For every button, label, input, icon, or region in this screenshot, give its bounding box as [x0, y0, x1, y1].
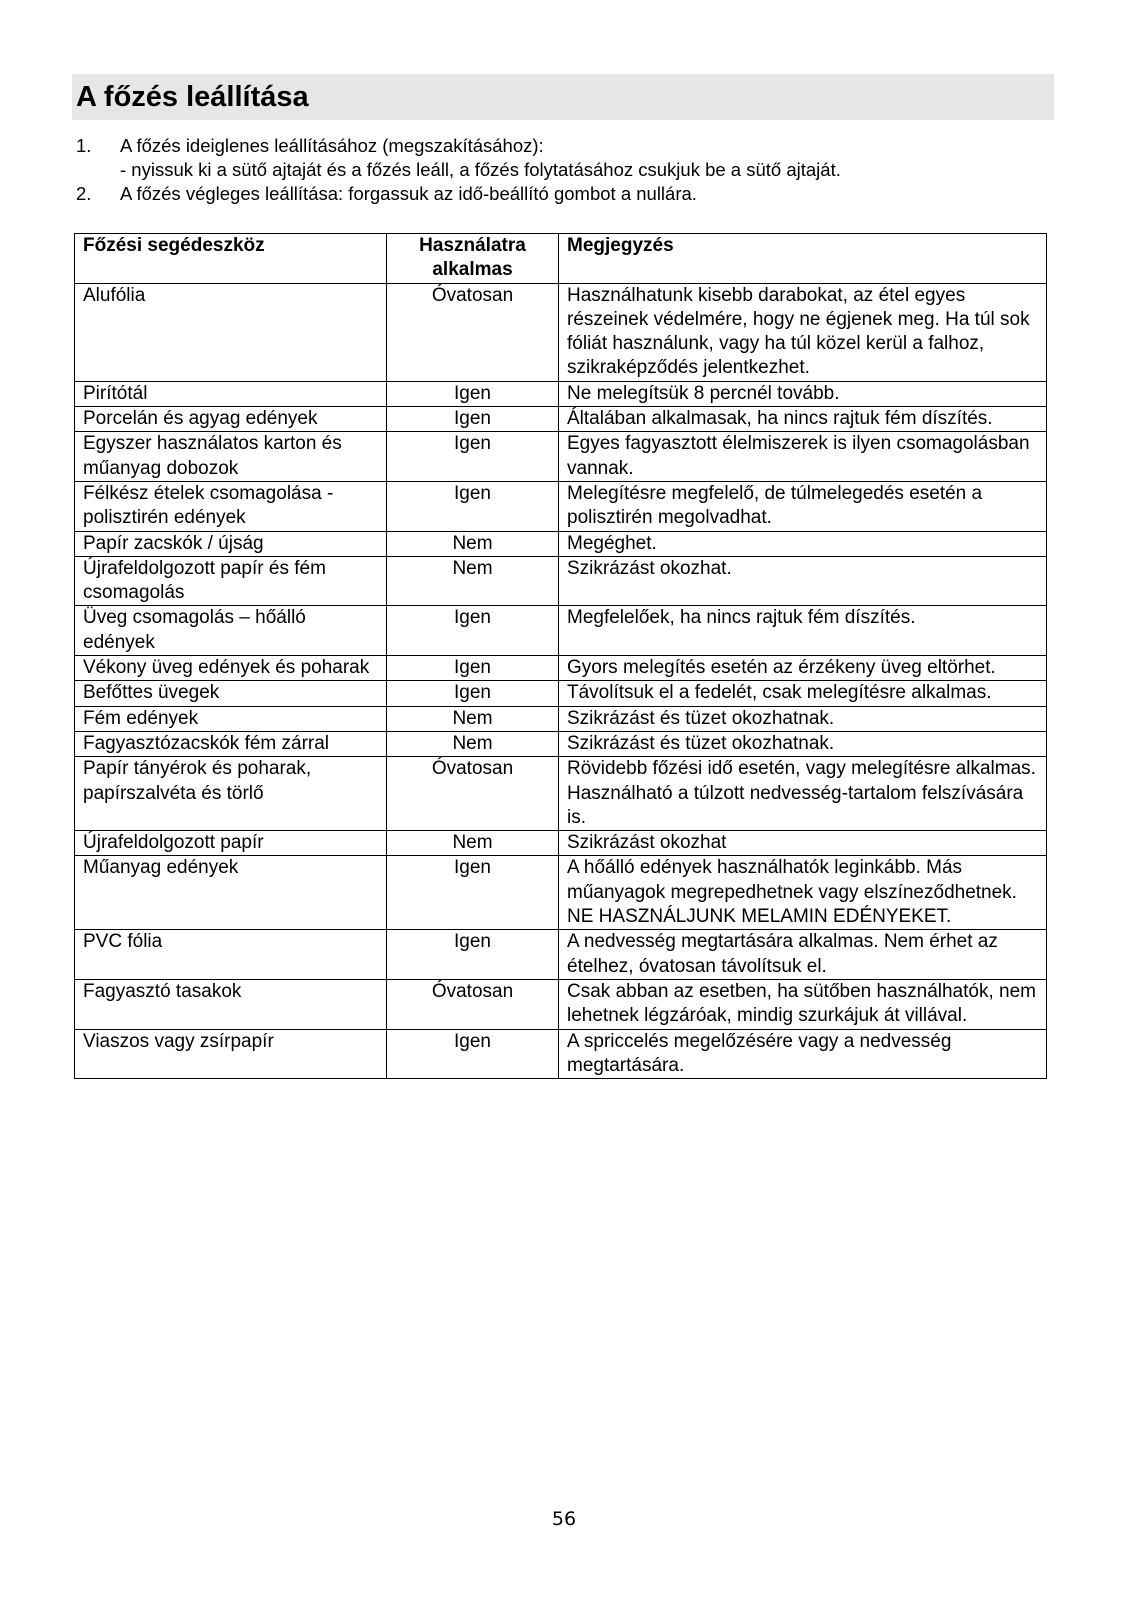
cell-utensil: Fagyasztózacskók fém zárral: [75, 731, 387, 756]
table-row: [75, 531, 1047, 556]
cell-utensil: Műanyag edények: [75, 856, 387, 930]
cell-note: Szikrázást és tüzet okozhatnak.: [559, 706, 1047, 731]
cell-note: Távolítsuk el a fedelét, csak melegítésre alkalmas.: [559, 681, 1047, 706]
cell-suitable: Igen: [387, 432, 559, 482]
table-row: [75, 757, 1047, 831]
cell-utensil: PVC fólia: [75, 930, 387, 980]
page-title: A főzés leállítása: [76, 81, 309, 113]
cell-utensil: Üveg csomagolás – hőálló edények: [75, 606, 387, 656]
cell-suitable: Óvatosan: [387, 757, 559, 831]
cell-utensil: Papír tányérok és poharak, papírszalvéta és törlő: [75, 757, 387, 831]
cell-suitable: Igen: [387, 381, 559, 406]
cell-suitable: Nem: [387, 556, 559, 606]
title-bar: [72, 74, 1054, 120]
cell-note: A spriccelés megelőzésére vagy a nedvesség megtartására.: [559, 1029, 1047, 1079]
cell-note: Melegítésre megfelelő, de túlmelegedés esetén a polisztirén megolvadhat.: [559, 481, 1047, 531]
cell-note: Megfelelőek, ha nincs rajtuk fém díszítés.: [559, 606, 1047, 656]
table-row: [75, 856, 1047, 930]
table-row: [75, 831, 1047, 856]
cell-note: Szikrázást okozhat: [559, 831, 1047, 856]
cell-utensil: Újrafeldolgozott papír: [75, 831, 387, 856]
table-row: [75, 556, 1047, 606]
table-header-row: [75, 234, 1047, 284]
step-line: A főzés végleges leállítása: forgassuk az idő-beállító gombot a nullára.: [120, 183, 697, 204]
cell-suitable: Igen: [387, 407, 559, 432]
cell-utensil: Befőttes üvegek: [75, 681, 387, 706]
table-row: [75, 1029, 1047, 1079]
cell-suitable: Igen: [387, 930, 559, 980]
table-row: [75, 381, 1047, 406]
table-row: [75, 407, 1047, 432]
cell-suitable: Nem: [387, 731, 559, 756]
cell-utensil: Papír zacskók / újság: [75, 531, 387, 556]
cell-utensil: Egyszer használatos karton és műanyag dobozok: [75, 432, 387, 482]
cell-utensil: Fagyasztó tasakok: [75, 979, 387, 1029]
cell-suitable: Óvatosan: [387, 283, 559, 381]
cell-utensil: Vékony üveg edények és poharak: [75, 656, 387, 681]
cell-utensil: Alufólia: [75, 283, 387, 381]
cell-suitable: Igen: [387, 1029, 559, 1079]
cell-note: Megéghet.: [559, 531, 1047, 556]
table-row: [75, 283, 1047, 381]
cell-utensil: Viaszos vagy zsírpapír: [75, 1029, 387, 1079]
header-note: Megjegyzés: [559, 234, 1047, 284]
cell-note: Szikrázást okozhat.: [559, 556, 1047, 606]
cell-utensil: Félkész ételek csomagolása - polisztirén edények: [75, 481, 387, 531]
cell-utensil: Pirítótál: [75, 381, 387, 406]
page-number: 56: [551, 1508, 577, 1530]
cell-suitable: Igen: [387, 656, 559, 681]
table-row: [75, 432, 1047, 482]
table-row: [75, 930, 1047, 980]
steps-list: [76, 134, 1056, 206]
header-suitable: Használatra alkalmas: [387, 234, 559, 284]
cell-note: Egyes fagyasztott élelmiszerek is ilyen csomagolásban vannak.: [559, 432, 1047, 482]
table-row: [75, 979, 1047, 1029]
cell-note: A hőálló edények használhatók leginkább. Más műanyagok megrepedhetnek vagy elszíneződhetnek. NE HASZNÁLJUNK MELAMIN EDÉNYEKET.: [559, 856, 1047, 930]
cell-suitable: Nem: [387, 706, 559, 731]
cell-note: Szikrázást és tüzet okozhatnak.: [559, 731, 1047, 756]
step-number: 2.: [76, 183, 92, 204]
step-line: - nyissuk ki a sütő ajtaját és a főzés leáll, a főzés folytatásához csukjuk be a sütő ajtaját.: [120, 159, 841, 180]
cell-note: Gyors melegítés esetén az érzékeny üveg eltörhet.: [559, 656, 1047, 681]
cell-utensil: Újrafeldolgozott papír és fém csomagolás: [75, 556, 387, 606]
cell-note: Használhatunk kisebb darabokat, az étel egyes részeinek védelmére, hogy ne égjenek meg. Ha túl sok fóliát használunk, vagy ha túl közel kerül a falhoz, szikraképződés jelentkezhet.: [559, 283, 1047, 381]
cell-note: A nedvesség megtartására alkalmas. Nem érhet az ételhez, óvatosan távolítsuk el.: [559, 930, 1047, 980]
step-line: A főzés ideiglenes leállításához (megszakításához):: [120, 135, 544, 156]
table-row: [75, 606, 1047, 656]
cell-suitable: Igen: [387, 481, 559, 531]
cell-suitable: Igen: [387, 681, 559, 706]
cell-suitable: Igen: [387, 856, 559, 930]
step-item: [76, 182, 1056, 206]
table-body: [75, 283, 1047, 1079]
cell-note: Csak abban az esetben, ha sütőben használhatók, nem lehetnek légzáróak, mindig szurkájuk át villával.: [559, 979, 1047, 1029]
cell-suitable: Óvatosan: [387, 979, 559, 1029]
cell-note: Általában alkalmasak, ha nincs rajtuk fém díszítés.: [559, 407, 1047, 432]
cell-note: Rövidebb főzési idő esetén, vagy melegítésre alkalmas. Használható a túlzott nedvesség-tartalom felszívására is.: [559, 757, 1047, 831]
cell-suitable: Nem: [387, 831, 559, 856]
cell-utensil: Fém edények: [75, 706, 387, 731]
table-row: [75, 731, 1047, 756]
table-row: [75, 706, 1047, 731]
cell-suitable: Nem: [387, 531, 559, 556]
cell-suitable: Igen: [387, 606, 559, 656]
step-item: [76, 134, 1056, 182]
table-row: [75, 481, 1047, 531]
cookware-table: [74, 233, 1047, 1079]
table-row: [75, 681, 1047, 706]
header-utensil: Főzési segédeszköz: [75, 234, 387, 284]
cell-note: Ne melegítsük 8 percnél tovább.: [559, 381, 1047, 406]
cell-utensil: Porcelán és agyag edények: [75, 407, 387, 432]
table-row: [75, 656, 1047, 681]
step-number: 1.: [76, 135, 92, 156]
